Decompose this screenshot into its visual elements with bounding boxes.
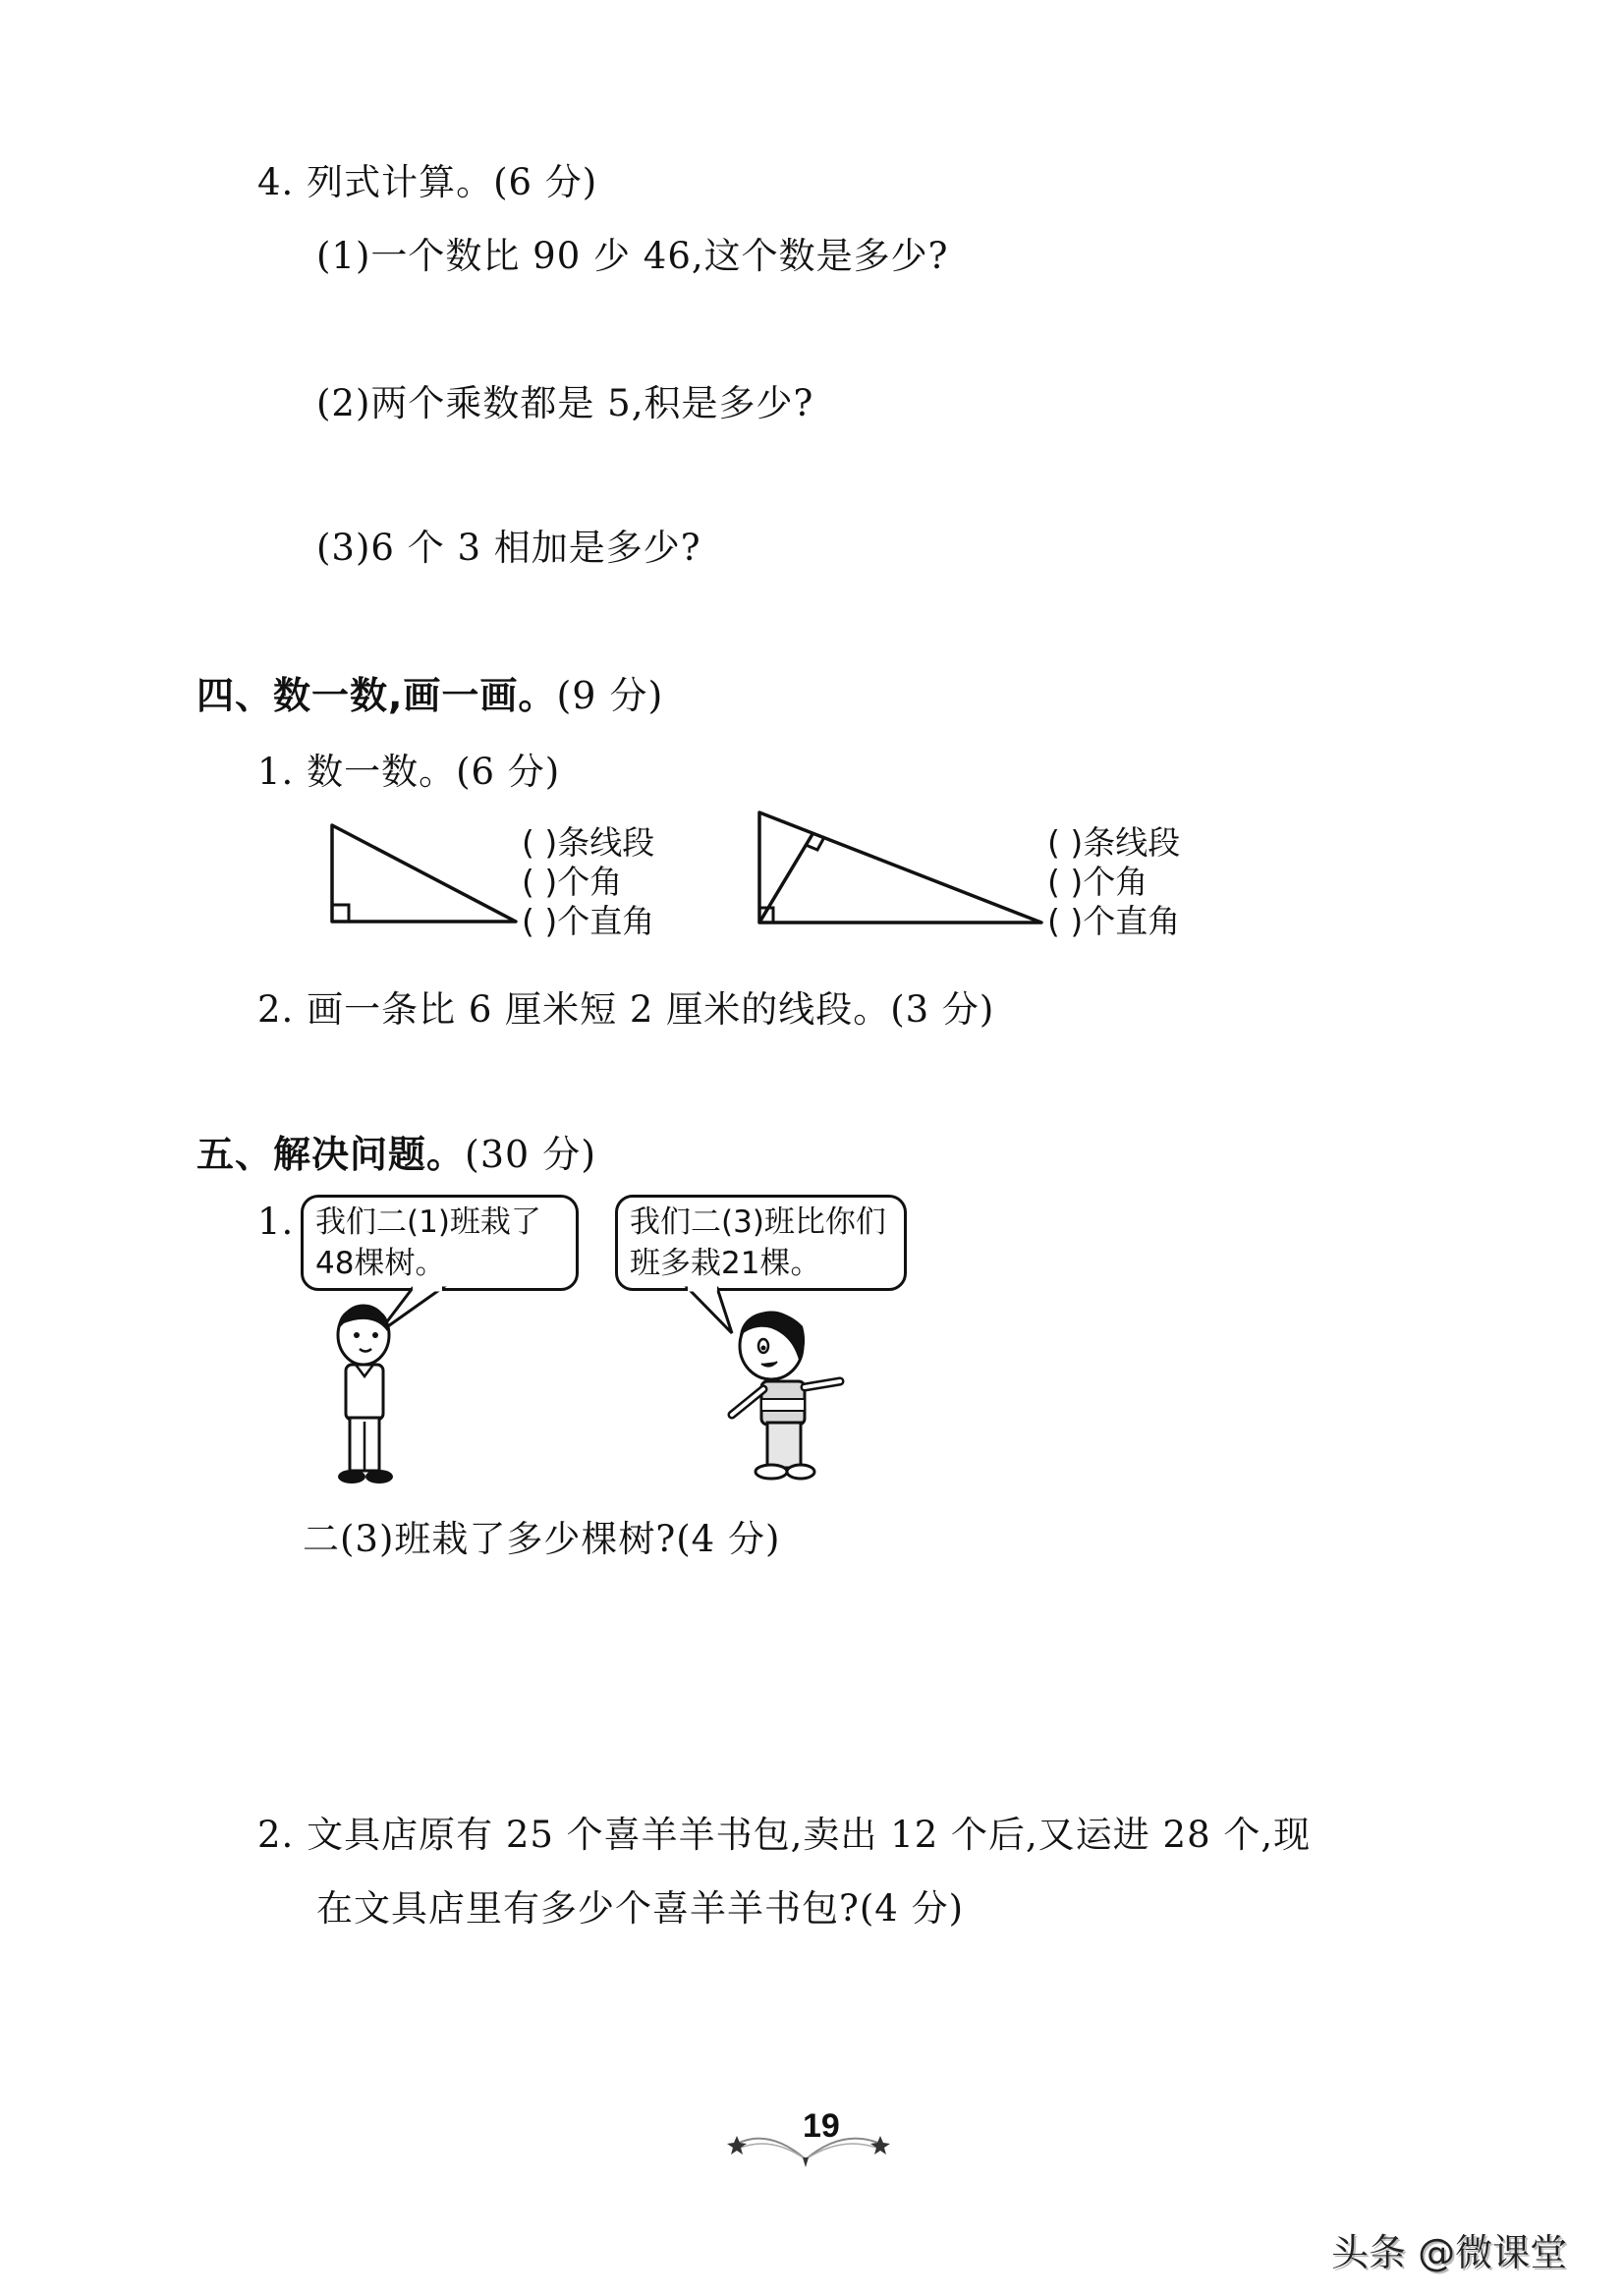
q4-item-2: (2)两个乘数都是 5,积是多少?: [316, 382, 814, 424]
watermark: 头条 @微课堂: [1331, 2231, 1568, 2274]
boy-gesturing-illustration: [722, 1307, 869, 1483]
page-number-star-ornament: [725, 2130, 892, 2169]
section-5-title: 五、解决问题。: [196, 1133, 466, 1176]
boy-standing-illustration: [324, 1302, 403, 1488]
q4-title: 4. 列式计算。(6 分): [257, 161, 598, 203]
figure-1-blanks: [522, 823, 654, 941]
blank-segments-1[interactable]: ( )条线段: [522, 823, 655, 862]
section-4-heading: [196, 665, 663, 719]
blank-angles-2[interactable]: ( )个角: [1047, 863, 1148, 901]
right-triangle-figure: [324, 820, 531, 938]
section-5-points: (30 分): [465, 1133, 597, 1176]
blank-segments-2[interactable]: ( )条线段: [1047, 823, 1181, 862]
s4-q1-title: 1. 数一数。(6 分): [257, 751, 561, 793]
s5-q1-number: 1.: [257, 1201, 295, 1243]
blank-right-angles-1[interactable]: ( )个直角: [522, 902, 655, 940]
s5-q2-line1: 2. 文具店原有 25 个喜羊羊书包,卖出 12 个后,又运进 28 个,现: [257, 1814, 1312, 1856]
figure-2-blanks: [1047, 823, 1180, 941]
s5-q1-question: 二(3)班栽了多少棵树?(4 分): [303, 1518, 781, 1560]
blank-angles-1[interactable]: ( )个角: [522, 863, 623, 901]
s4-q2-title: 2. 画一条比 6 厘米短 2 厘米的线段。(3 分): [257, 988, 995, 1031]
q4-item-1: (1)一个数比 90 少 46,这个数是多少?: [316, 235, 949, 277]
page-number: 19: [803, 2107, 840, 2145]
speech-bubble-right: 我们二(3)班比你们班多栽21棵。: [615, 1195, 907, 1291]
speech-bubble-left: 我们二(1)班栽了48棵树。: [301, 1195, 579, 1291]
blank-right-angles-2[interactable]: ( )个直角: [1047, 902, 1181, 940]
s5-q2-line2: 在文具店里有多少个喜羊羊书包?(4 分): [316, 1887, 965, 1930]
section-5-heading: [196, 1124, 596, 1178]
q4-item-3: (3)6 个 3 相加是多少?: [316, 527, 701, 569]
section-4-points: (9 分): [556, 674, 664, 717]
section-4-title: 四、数一数,画一画。: [196, 674, 557, 717]
right-triangle-altitude-figure: [756, 808, 1051, 935]
